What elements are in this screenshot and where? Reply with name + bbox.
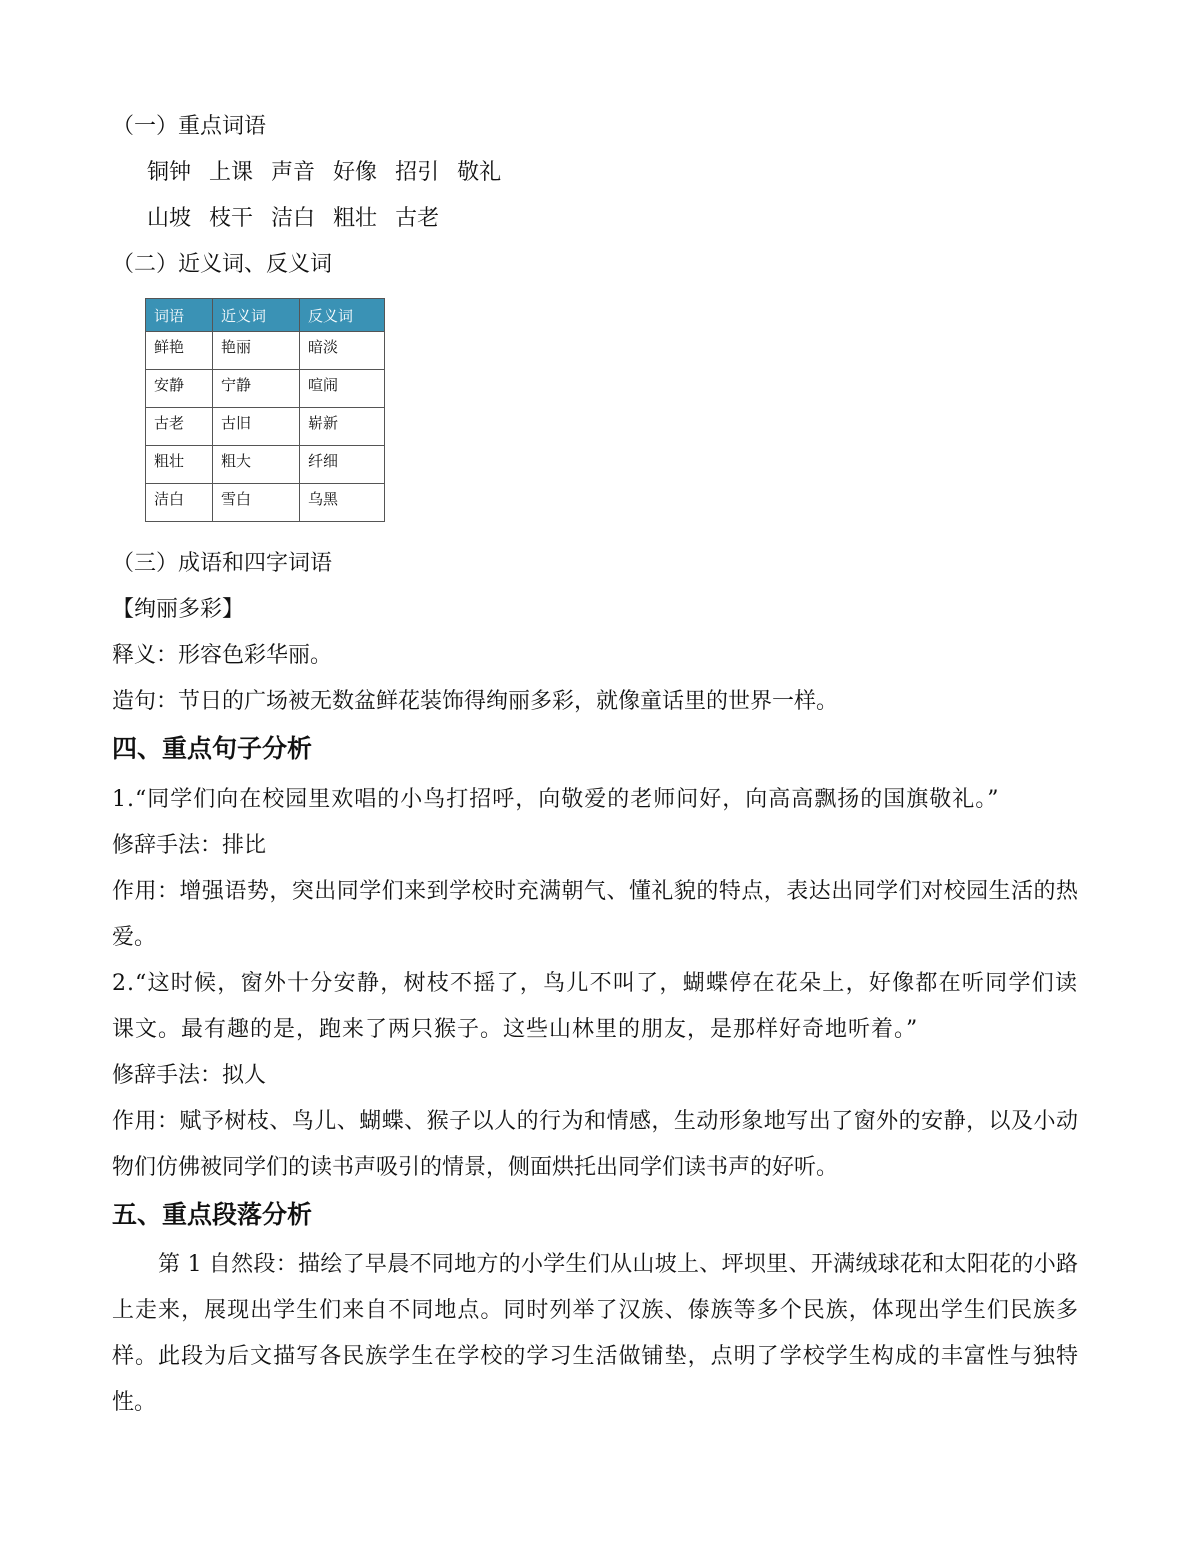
cell: 乌黑 (300, 484, 385, 522)
cell: 暗淡 (300, 332, 385, 370)
word: 敬礼 (457, 160, 502, 185)
cell: 古旧 (213, 408, 300, 446)
table-row (146, 332, 385, 370)
word: 枝干 (209, 206, 254, 231)
key-words-row-2 (147, 196, 457, 242)
word: 上课 (209, 160, 254, 185)
table-row (146, 370, 385, 408)
key-words-row-1 (147, 150, 519, 196)
sentence-1: 1.“同学们向在校园里欢唱的小鸟打招呼，向敬爱的老师问好，向高高飘扬的国旗敬礼。” (112, 787, 1000, 812)
word: 山坡 (147, 206, 192, 231)
cell: 喧闹 (300, 370, 385, 408)
word: 古老 (395, 206, 440, 231)
word: 铜钟 (147, 160, 192, 185)
idiom-title: 【绚丽多彩】 (112, 597, 245, 622)
cell: 洁白 (146, 484, 213, 522)
cell: 宁静 (213, 370, 300, 408)
sentence-1-rhetoric: 修辞手法：排比 (112, 833, 267, 858)
section-3-title: （三）成语和四字词语 (112, 551, 333, 576)
synonym-antonym-table (145, 298, 385, 522)
cell: 粗大 (213, 446, 300, 484)
header-antonym: 反义词 (300, 299, 385, 332)
word: 声音 (271, 160, 316, 185)
sentence-2-effect: 作用：赋予树枝、鸟儿、蝴蝶、猴子以人的行为和情感，生动形象地写出了窗外的安静，以及小动物们仿佛被同学们的读书声吸引的情景，侧面烘托出同学们读书声的好听。 (112, 1109, 1078, 1180)
cell: 安静 (146, 370, 213, 408)
cell: 艳丽 (213, 332, 300, 370)
cell: 鲜艳 (146, 332, 213, 370)
cell: 崭新 (300, 408, 385, 446)
paragraph-1-analysis: 第 1 自然段：描绘了早晨不同地方的小学生们从山坡上、坪坝里、开满绒球花和太阳花的小路上走来，展现出学生们来自不同地点。同时列举了汉族、傣族等多个民族，体现出学生们民族多样。此段为后文描写各民族学生在学校的学习生活做铺垫，点明了学校学生构成的丰富性与独特性。 (112, 1252, 1078, 1415)
cell: 纤细 (300, 446, 385, 484)
cell: 粗壮 (146, 446, 213, 484)
table-header-row (146, 299, 385, 332)
header-synonym: 近义词 (213, 299, 300, 332)
idiom-example: 造句：节日的广场被无数盆鲜花装饰得绚丽多彩，就像童话里的世界一样。 (112, 689, 839, 714)
cell: 雪白 (213, 484, 300, 522)
section-2-title: （二）近义词、反义词 (112, 252, 333, 277)
idiom-meaning: 释义：形容色彩华丽。 (112, 643, 333, 668)
word: 招引 (395, 160, 440, 185)
sentence-1-effect: 作用：增强语势，突出同学们来到学校时充满朝气、懂礼貌的特点，表达出同学们对校园生活的热爱。 (112, 879, 1078, 950)
section-5-heading: 五、重点段落分析 (112, 1200, 313, 1229)
section-4-heading: 四、重点句子分析 (112, 734, 313, 763)
word: 好像 (333, 160, 378, 185)
table-row (146, 484, 385, 522)
header-word: 词语 (146, 299, 213, 332)
sentence-2: 2.“这时候，窗外十分安静，树枝不摇了，鸟儿不叫了，蝴蝶停在花朵上，好像都在听同学们读课文。最有趣的是，跑来了两只猴子。这些山林里的朋友，是那样好奇地听着。” (112, 971, 1078, 1042)
cell: 古老 (146, 408, 213, 446)
sentence-2-rhetoric: 修辞手法：拟人 (112, 1063, 267, 1088)
word: 粗壮 (333, 206, 378, 231)
table-row (146, 408, 385, 446)
table-row (146, 446, 385, 484)
section-1-title: （一）重点词语 (112, 114, 267, 139)
word: 洁白 (271, 206, 316, 231)
